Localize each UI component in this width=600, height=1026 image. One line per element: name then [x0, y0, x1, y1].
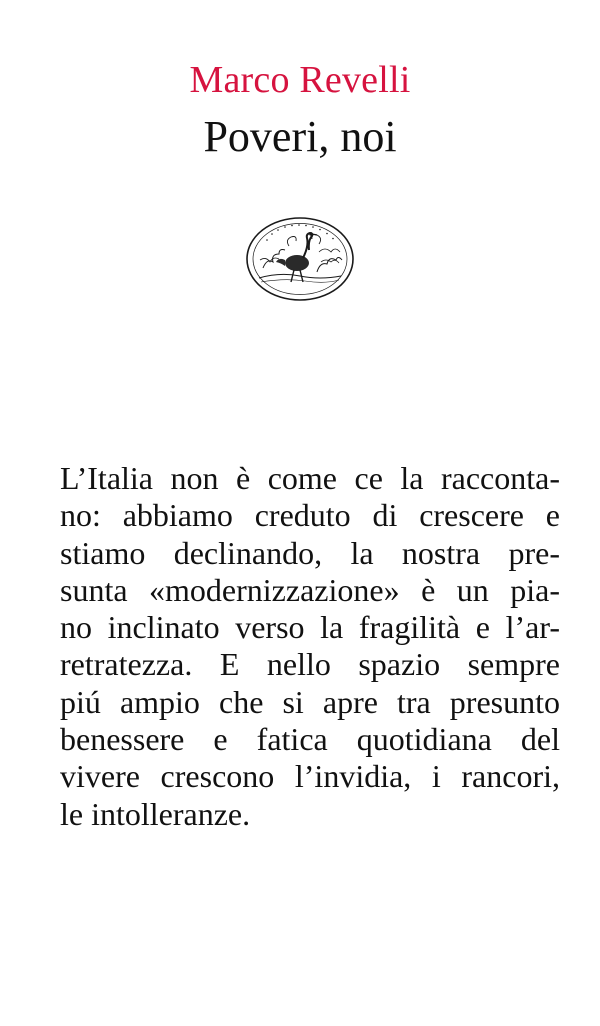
blurb-line: stiamo declinando, la nostra pre- — [60, 534, 560, 571]
blurb-line: sunta «modernizzazione» è un pia- — [60, 571, 560, 608]
blurb-line: piú ampio che si apre tra presunto — [60, 683, 560, 720]
blurb-line: no inclinato verso la fragilità e l’ar- — [60, 609, 560, 646]
blurb-line: L’Italia non è come ce la racconta- — [60, 460, 560, 496]
ostrich-emblem-icon — [245, 216, 355, 302]
book-title: Poveri, noi — [203, 112, 397, 161]
back-cover-blurb — [60, 460, 560, 833]
blurb-line: retratezza. E nello spazio sempre — [60, 646, 560, 683]
blurb-line: le intolleranze. — [60, 795, 251, 832]
blurb-line: benessere e fatica quotidiana del — [60, 721, 560, 758]
author-name: Marco Revelli — [189, 59, 411, 101]
blurb-line: vivere crescono l’invidia, i rancori, — [60, 758, 560, 795]
blurb-line: no: abbiamo creduto di crescere e — [60, 497, 560, 534]
